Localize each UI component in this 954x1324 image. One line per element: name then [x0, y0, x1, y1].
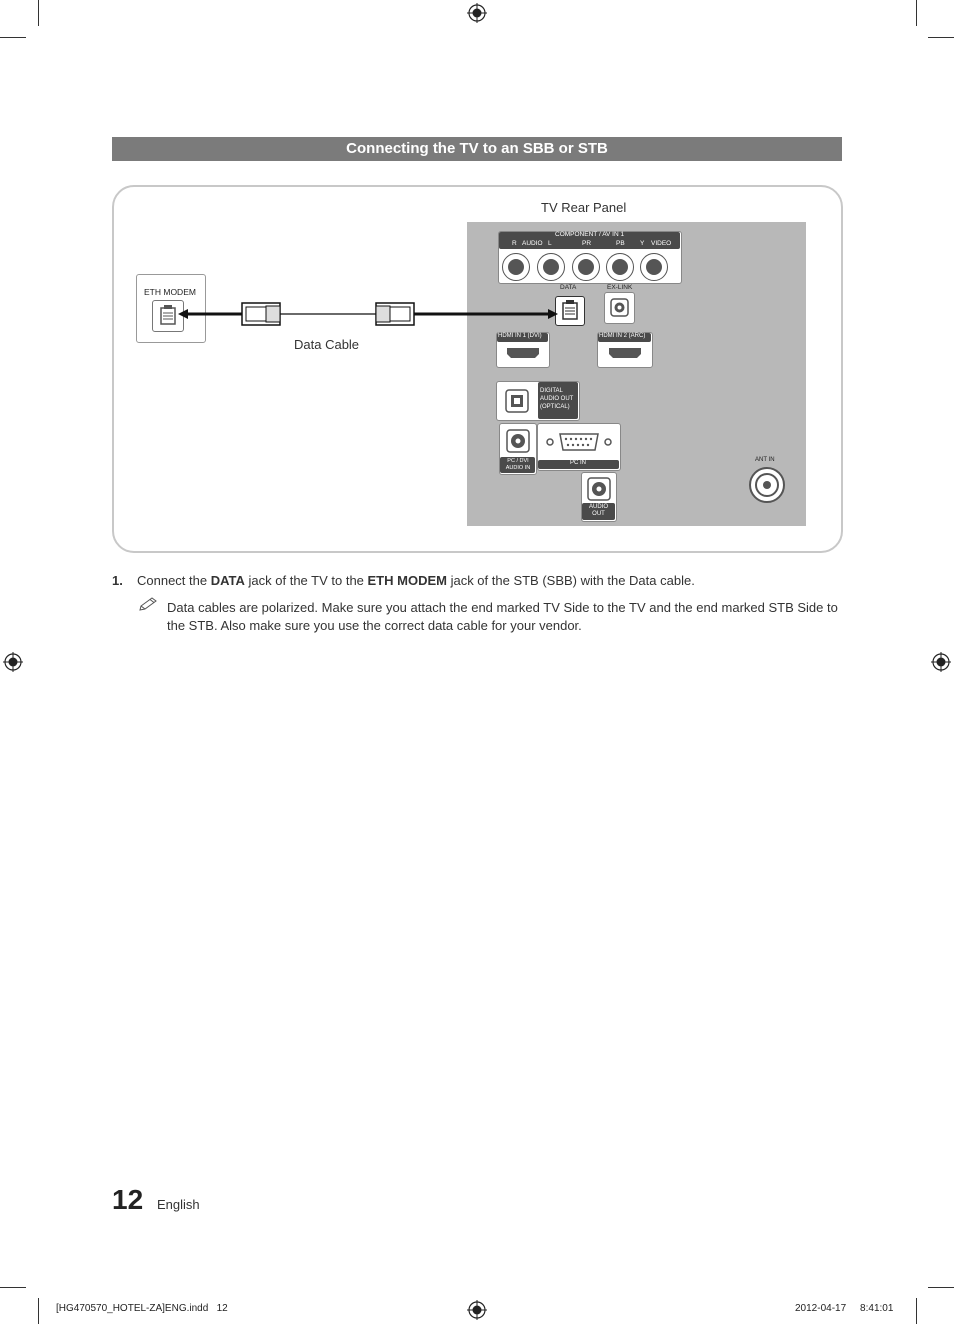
crop-mark	[916, 0, 917, 26]
registration-mark-icon	[3, 652, 23, 672]
audio-r-jack	[502, 253, 530, 281]
video-label: VIDEO	[651, 240, 672, 247]
crop-mark	[38, 0, 39, 26]
step-bold-eth-modem: ETH MODEM	[367, 573, 447, 588]
pc-in-label: PC IN	[570, 460, 587, 466]
eth-modem-label: ETH MODEM	[144, 287, 196, 297]
ant-in-label: ANT IN	[755, 457, 775, 463]
step-text-part: jack of the STB (SBB) with the Data cable.	[446, 573, 695, 588]
tv-rear-panel-label: TV Rear Panel	[541, 200, 627, 215]
hdmi-in-1-label: HDMI IN 1 (DVI)	[498, 333, 542, 339]
y-label: Y	[640, 240, 645, 247]
ex-link-port	[604, 292, 635, 324]
pr-label: PR	[582, 240, 592, 247]
registration-mark-icon	[467, 1300, 487, 1320]
crop-mark	[928, 37, 954, 38]
step-text-part: Connect the	[137, 573, 211, 588]
rj45-icon	[556, 297, 584, 325]
step-bold-data: DATA	[210, 573, 245, 588]
antenna-jack-icon	[748, 466, 786, 504]
data-port-label: DATA	[560, 284, 577, 291]
crop-mark	[0, 1287, 26, 1288]
audio-r-label: R	[512, 240, 517, 247]
minijack-icon	[500, 424, 536, 458]
audio-out-label: AUDIO OUT	[588, 504, 608, 517]
data-cable-label: Data Cable	[294, 337, 360, 352]
note-text: Data cables are polarized. Make sure you attach the end marked TV Side to the TV and the end marked STB Side to the STB. Also make sure you use the correct data cable for your vendor.	[167, 600, 838, 633]
minijack-icon	[605, 293, 634, 323]
minijack-icon	[582, 473, 616, 505]
optical-port-icon	[497, 382, 537, 420]
registration-mark-icon	[467, 3, 487, 23]
step-text-part: jack of the TV to the	[244, 573, 368, 588]
section-title: Connecting the TV to an SBB or STB	[112, 137, 842, 161]
pb-label: PB	[616, 240, 625, 247]
file-info: [HG470570_HOTEL-ZA]ENG.indd 12	[56, 1303, 228, 1314]
crop-mark	[916, 1298, 917, 1324]
hdmi-in-2-label: HDMI IN 2 (ARC)	[599, 333, 646, 339]
crop-mark	[38, 1298, 39, 1324]
step-text	[137, 572, 842, 590]
digital-audio-out-label: DIGITAL AUDIO OUT (OPTICAL)	[540, 388, 574, 410]
y-video-jack	[640, 253, 668, 281]
page-number: 12	[112, 1184, 144, 1215]
print-timestamp: 2012-04-17 8:41:01	[795, 1303, 894, 1314]
vga-port-icon	[538, 424, 620, 460]
pb-jack	[606, 253, 634, 281]
pc-dvi-audio-in-label: PC / DVI AUDIO IN	[505, 458, 531, 471]
pr-jack	[572, 253, 600, 281]
audio-l-label: L	[548, 240, 552, 247]
crop-mark	[928, 1287, 954, 1288]
pencil-note-icon	[138, 597, 158, 613]
step-number: 1.	[112, 573, 123, 588]
audio-label: AUDIO	[522, 240, 543, 247]
crop-mark	[0, 37, 26, 38]
ex-link-label: EX-LINK	[607, 284, 633, 291]
registration-mark-icon	[931, 652, 951, 672]
page-language: English	[157, 1197, 200, 1212]
component-av-label: COMPONENT / AV IN 1	[555, 231, 625, 238]
audio-l-jack	[537, 253, 565, 281]
data-cable	[178, 296, 560, 332]
